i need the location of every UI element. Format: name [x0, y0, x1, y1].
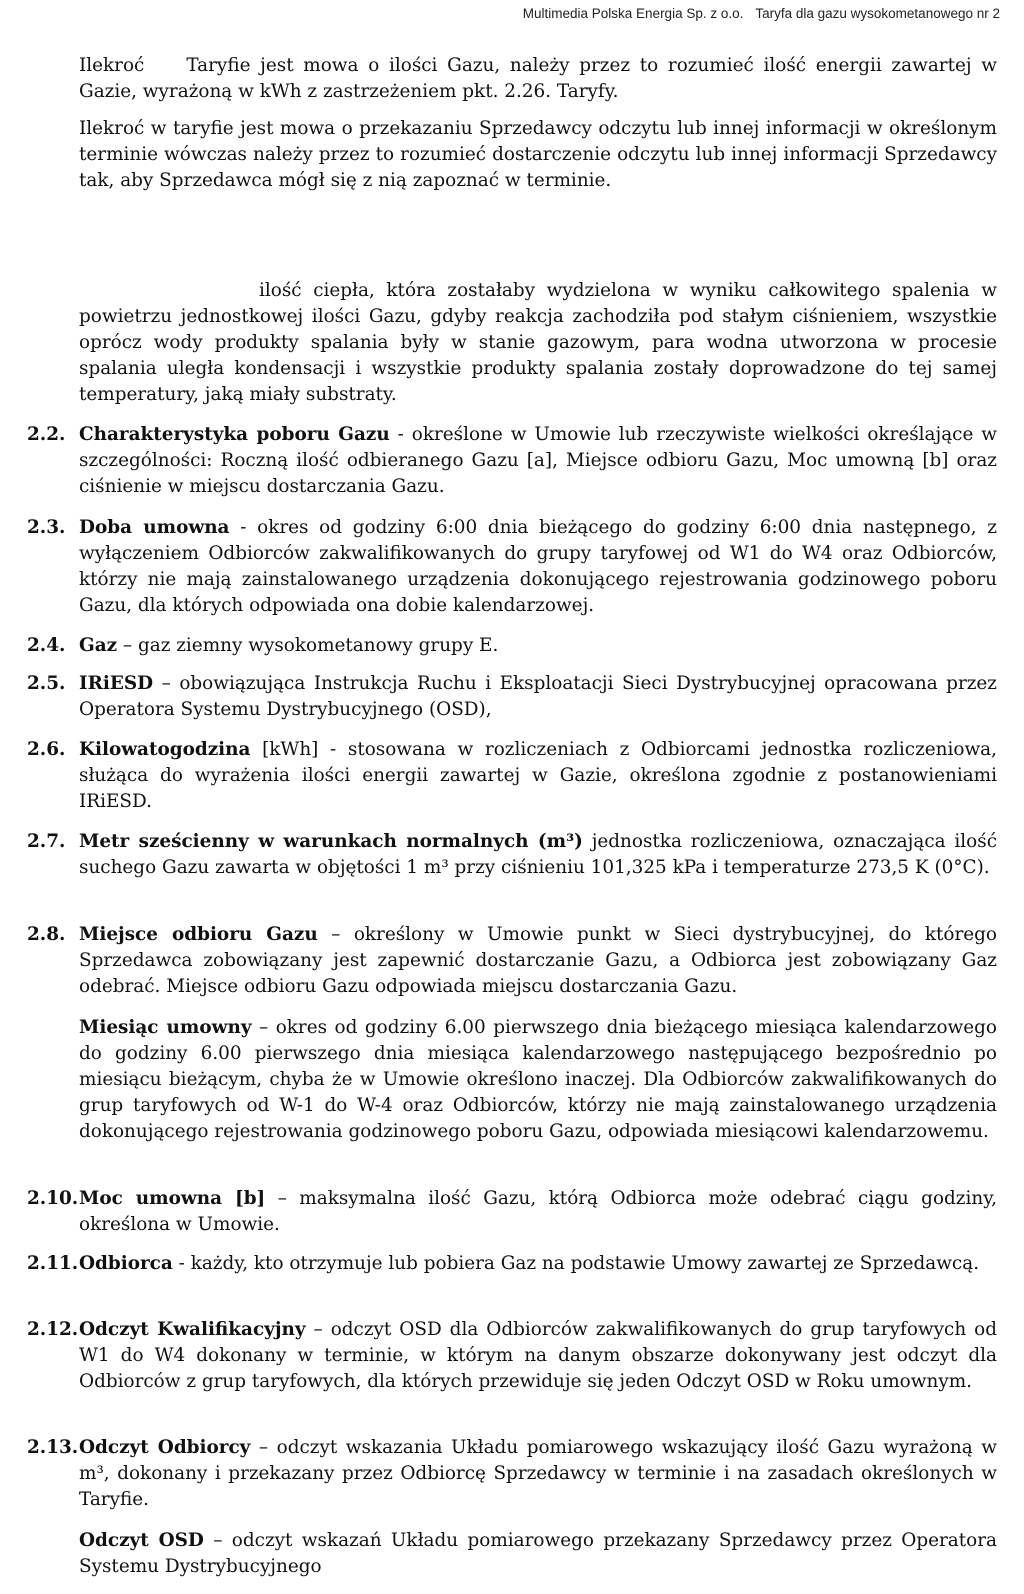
definition-number: 2.5.	[27, 673, 66, 694]
definition-term: Gaz	[79, 635, 118, 656]
definition-number: 2.7.	[27, 831, 66, 852]
definition-text: [kWh] - stosowana w rozliczeniach z Odbiorcami jednostka rozliczeniowa, służąca do wyrażenia ilości energii zawartej w Gazie, określona zgodnie z postanowieniami IRiESD.	[79, 739, 997, 812]
intro-1-lead: Ilekroć	[79, 55, 145, 76]
intro-paragraph-2	[79, 116, 997, 194]
intro-1-text: Taryfie jest mowa o ilości Gazu, należy przez to rozumieć ilość energii zawartej w Gazie, wyrażoną w kWh z zastrzeżeniem pkt. 2.26. Taryfy.	[79, 55, 997, 102]
definition-number: 2.2.	[27, 424, 66, 445]
definition-term: Odczyt Kwalifikacyjny	[79, 1319, 306, 1340]
definition-term: Metr sześcienny w warunkach normalnych (m³)	[79, 831, 583, 852]
definition-term: Odbiorca	[79, 1253, 173, 1274]
definition-term: Kilowatogodzina	[79, 739, 251, 760]
definition-term: Miejsce odbioru Gazu	[79, 924, 318, 945]
definition-text: - każdy, kto otrzymuje lub pobiera Gaz na podstawie Umowy zawartej ze Sprzedawcą.	[172, 1253, 980, 1274]
definition-number: 2.13.	[27, 1437, 79, 1458]
page-header	[523, 6, 1000, 21]
definition-text: – maksymalna ilość Gazu, którą Odbiorca może odebrać ciągu godziny, określona w Umowie.	[79, 1188, 997, 1235]
definition-number: 2.4.	[27, 635, 66, 656]
definition-text: – okres od godziny 6.00 pierwszego dnia bieżącego miesiąca kalendarzowego do godziny 6.00 pierwszego dnia miesiąca kalendarzowego następującego bezpośrednio po miesiącu bieżącym, chyba że w Umowie określono inaczej. Dla Odbiorców zakwalifikowanych do grup taryfowych od W-1 do W-4 oraz Odbiorców, którzy nie mają zainstalowanego urządzenia dokonującego rejestrowania godzinowego poboru Gazu, odpowiada miesiącowi kalendarzowemu.	[79, 1017, 997, 1142]
definition-term: IRiESD	[79, 673, 154, 694]
definition-term: Moc umowna [b]	[79, 1188, 266, 1209]
header-document-title: Taryfa dla gazu wysokometanowego nr 2	[755, 6, 1000, 21]
intro-paragraph-1	[79, 53, 997, 105]
definition-number: 2.12.	[27, 1319, 79, 1340]
definition-term: Odczyt Odbiorcy	[79, 1437, 251, 1458]
definition-text: – określony w Umowie punkt w Sieci dystrybucyjnej, do którego Sprzedawca zobowiązany jest zapewnić dostarczanie Gazu, a Odbiorca jest zobowiązany Gaz odebrać. Miejsce odbioru Gazu odpowiada miejscu dostarczania Gazu.	[79, 924, 997, 997]
definition-term: Miesiąc umowny	[79, 1017, 252, 1038]
intro-2-text: Ilekroć w taryfie jest mowa o przekazaniu Sprzedawcy odczytu lub innej informacji w określonym terminie wówczas należy przez to rozumieć dostarczenie odczytu lub innej informacji Sprzedawcy tak, aby Sprzedawca mógł się z nią zapoznać w terminie.	[79, 118, 997, 191]
header-company: Multimedia Polska Energia Sp. z o.o.	[522, 6, 744, 21]
definition-term: Doba umowna	[79, 517, 230, 538]
definition-text: – obowiązująca Instrukcja Ruchu i Eksploatacji Sieci Dystrybucyjnej opracowana przez Operatora Systemu Dystrybucyjnego (OSD),	[79, 673, 997, 720]
definition-number: 2.10.	[27, 1188, 79, 1209]
definition-text: – gaz ziemny wysokometanowy grupy E.	[117, 635, 499, 656]
definition-number: 2.8.	[27, 924, 66, 945]
definition-text: – odczyt wskazania Układu pomiarowego wskazujący ilość Gazu wyrażoną w m³, dokonany i przekazany przez Odbiorcę Sprzedawcy w terminie i na zasadach określonych w Taryfie.	[79, 1437, 998, 1510]
definition-text: – odczyt wskazań Układu pomiarowego przekazany Sprzedawcy przez Operatora Systemu Dystrybucyjnego	[79, 1530, 997, 1577]
definition-text: jednostka rozliczeniowa, oznaczająca ilość suchego Gazu zawarta w objętości 1 m³ przy ciśnieniu 101,325 kPa i temperaturze 273,5 K (0°C).	[79, 831, 997, 878]
definition-text: – odczyt OSD dla Odbiorców zakwalifikowanych do grup taryfowych od W1 do W4 dokonany w terminie, w którym na danym obszarze dokonywany jest odczyt dla Odbiorców z grup taryfowych, dla których przewiduje się jeden Odczyt OSD w Roku umownym.	[79, 1319, 997, 1392]
definition-term: Odczyt OSD	[79, 1530, 204, 1551]
definition-number: 2.3.	[27, 517, 66, 538]
definition-number: 2.11.	[27, 1253, 79, 1274]
heat-definition	[79, 278, 997, 408]
heat-definition-text: ilość ciepła, która zostałaby wydzielona w wyniku całkowitego spalenia w powietrzu jednostkowej ilości Gazu, gdyby reakcja zachodziła pod stałym ciśnieniem, wszystkie oprócz wody produkty spalania były w stanie gazowym, para wodna utworzona w procesie spalania uległa kondensacji i wszystkie produkty spalania zostały doprowadzone do tej samej temperatury, jaką miały substraty.	[79, 280, 997, 405]
definition-text: - określone w Umowie lub rzeczywiste wielkości określające w szczególności: Roczną ilość odbieranego Gazu [a], Miejsce odbioru Gazu, Moc umowną [b] oraz ciśnienie w miejscu dostarczania Gazu.	[79, 424, 997, 497]
definition-term: Charakterystyka poboru Gazu	[79, 424, 390, 445]
definition-text: - okres od godziny 6:00 dnia bieżącego do godziny 6:00 dnia następnego, z wyłączeniem Odbiorców zakwalifikowanych do grupy taryfowej od W1 do W4 oraz Odbiorców, którzy nie mają zainstalowanego urządzenia dokonującego rejestrowania godzinowego poboru Gazu, dla których odpowiada ona dobie kalendarzowej.	[79, 517, 998, 616]
definition-number: 2.6.	[27, 739, 66, 760]
